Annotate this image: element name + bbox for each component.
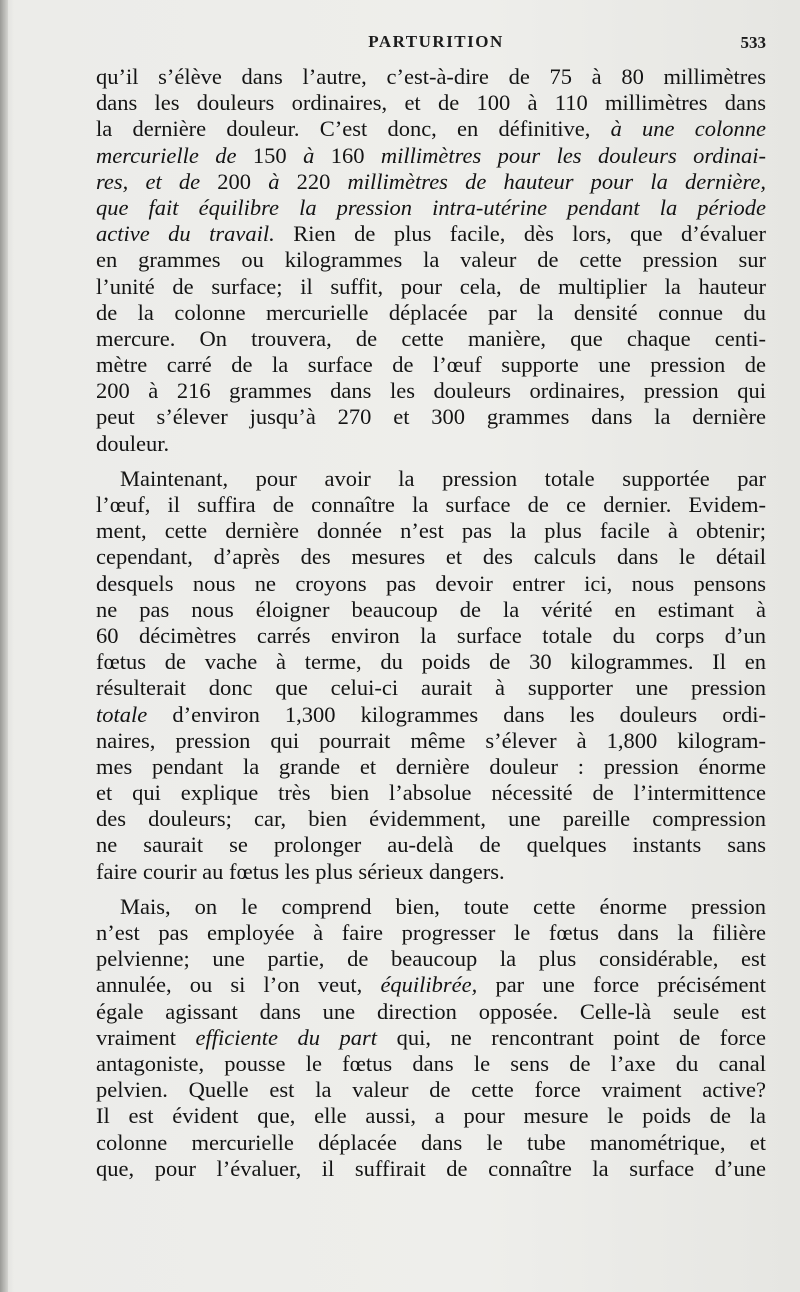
text-line [96, 116, 766, 142]
text-line: 200 à 216 grammes dans les douleurs ordinaires, pression qui [96, 378, 766, 404]
text-line: égale agissant dans une direction opposée. Celle-là seule est [96, 998, 766, 1024]
text-line: l’œuf, il suffira de connaître la surface de ce dernier. Evidem- [96, 492, 766, 517]
text-line: mes pendant la grande et dernière douleur : pression énorme [96, 753, 766, 779]
text-line: dans les douleurs ordinaires, et de 100 à 110 millimètres dans [96, 90, 766, 116]
text-run: 160 [330, 142, 381, 168]
text-run: 150 [252, 142, 304, 168]
text-run: la dernière douleur. C’est donc, en définitive, [96, 116, 611, 142]
italic-text: équilibrée, [380, 972, 478, 998]
text-line: qu’il s’élève dans l’autre, c’est-à-dire de 75 à 80 millimètres [96, 64, 766, 89]
text-line: ne saurait se prolonger au-delà de quelques instants sans [96, 832, 766, 858]
text-line [96, 1025, 766, 1051]
italic-text: mercurielle de [96, 142, 253, 168]
text-line: des douleurs; car, bien évidemment, une pareille compression [96, 806, 766, 832]
text-line: antagoniste, pousse le fœtus dans le sens de l’axe du canal [96, 1050, 766, 1076]
text-line: l’unité de surface; il suffit, pour cela, de multiplier la hauteur [96, 273, 766, 299]
running-title: PARTURITION [368, 32, 504, 51]
text-line: que, pour l’évaluer, il suffirait de connaître la surface d’une [96, 1155, 766, 1181]
text-line: mercure. On trouvera, de cette manière, que chaque centi- [96, 325, 766, 351]
italic-text: à [268, 168, 297, 194]
text-line: faire courir au fœtus les plus sérieux dangers. [96, 858, 505, 884]
text-run: d’environ 1,300 kilogrammes dans les douleurs ordi- [147, 701, 766, 727]
text-line: douleur. [96, 430, 170, 456]
italic-text: millimètres pour les douleurs ordinai- [380, 142, 766, 168]
italic-text: millimètres de hauteur pour la dernière, [347, 168, 766, 194]
text-line: 60 décimètres carrés environ la surface totale du corps d’un [96, 622, 766, 648]
text-run: qui, ne rencontrant point de force [377, 1024, 766, 1050]
text-run: 220 [296, 168, 348, 194]
text-line [96, 221, 766, 247]
text-run: Rien de plus facile, dès lors, que d’évaluer [274, 221, 766, 247]
body-text [96, 64, 766, 1182]
text-line [96, 169, 766, 195]
italic-text: efficiente du part [195, 1024, 378, 1050]
italic-text: res, et de [96, 168, 218, 194]
text-run: par une force précisément [477, 972, 766, 998]
paragraph-gap [96, 885, 766, 894]
text-line [96, 195, 766, 221]
text-line: peut s’élever jusqu’à 270 et 300 grammes dans la dernière [96, 404, 766, 430]
text-line: desquels nous ne croyons pas devoir entrer ici, nous pensons [96, 570, 766, 596]
text-line: pelvien. Quelle est la valeur de cette force vraiment active? [96, 1077, 766, 1103]
text-line: fœtus de vache à terme, du poids de 30 kilogrammes. Il en [96, 649, 766, 675]
italic-text: totale [96, 701, 148, 727]
text-line: en grammes ou kilogrammes la valeur de cette pression sur [96, 247, 766, 273]
page-number: 533 [740, 33, 766, 52]
text-line: et qui explique très bien l’absolue nécessité de l’intermittence [96, 780, 766, 806]
italic-text: que fait équilibre la pression intra-utérine pendant la période [96, 194, 766, 220]
text-line [96, 702, 766, 728]
text-run: 200 [217, 168, 269, 194]
text-run: vraiment [96, 1024, 196, 1050]
italic-text: à [303, 142, 331, 168]
text-line: pelvienne; une partie, de beaucoup la plus considérable, est [96, 946, 766, 972]
page-binding-edge [0, 0, 8, 1292]
text-line: n’est pas employée à faire progresser le fœtus dans la filière [96, 920, 766, 945]
text-line: mètre carré de la surface de l’œuf supporte une pression de [96, 352, 766, 378]
italic-text: à une colonne [610, 116, 766, 142]
paragraph-gap [96, 457, 766, 466]
text-line [96, 972, 766, 998]
page-header [96, 28, 766, 58]
text-line: cependant, d’après des mesures et des calculs dans le détail [96, 544, 766, 570]
text-line: de la colonne mercurielle déplacée par la densité connue du [96, 299, 766, 325]
text-line [96, 143, 766, 169]
text-line: ment, cette dernière donnée n’est pas la plus facile à obtenir; [96, 518, 766, 544]
text-line: Il est évident que, elle aussi, a pour mesure le poids de la [96, 1103, 766, 1129]
text-line: naires, pression qui pourrait même s’élever à 1,800 kilogram- [96, 727, 766, 753]
text-line: ne pas nous éloigner beaucoup de la vérité en estimant à [96, 596, 766, 622]
text-line: résulterait donc que celui-ci aurait à supporter une pression [96, 675, 766, 701]
text-run: annulée, ou si l’on veut, [96, 972, 381, 998]
text-line: Mais, on le comprend bien, toute cette énorme pression [120, 893, 766, 919]
italic-text: active du travail. [96, 221, 275, 247]
text-line: colonne mercurielle déplacée dans le tube manométrique, et [96, 1129, 766, 1155]
text-line: Maintenant, pour avoir la pression totale supportée par [120, 465, 766, 491]
